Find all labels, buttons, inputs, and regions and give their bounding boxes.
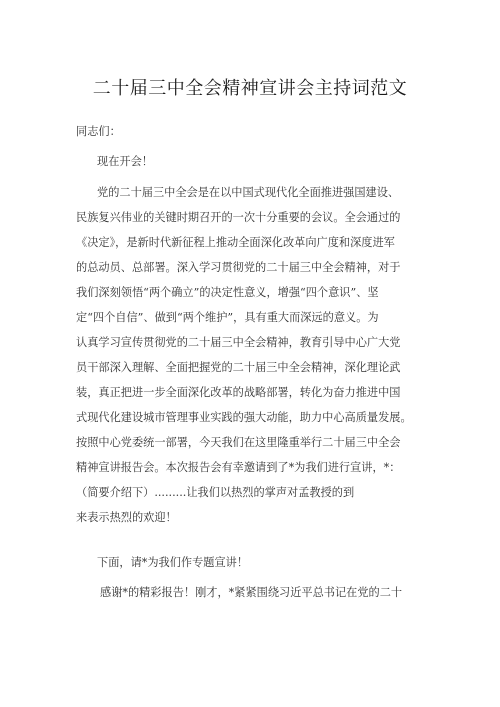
next-speaker-line: 下面，请*为我们作专题宣讲！ — [97, 556, 249, 569]
paragraph-line: 精神宣讲报告会。本次报告会有幸邀请到了*为我们进行宣讲，*： — [76, 461, 401, 474]
paragraph-line: 认真学习宣传贯彻党的二十届三中全会精神，教育引导中心广大党 — [76, 336, 401, 349]
paragraph-line: 《决定》，是新时代新征程上推动全面深化改革向广度和深度进军 — [76, 236, 395, 249]
paragraph-line: 按照中心党委统一部署，今天我们在这里隆重举行二十届三中全会 — [76, 436, 401, 449]
paragraph-line: 定“四个自信”、做到“两个维护”，具有重大而深远的意义。为 — [76, 311, 379, 324]
paragraph-line: 装，真正把进一步全面深化改革的战略部署，转化为奋力推进中国 — [76, 386, 401, 399]
paragraph-line: （简要介绍下）.........让我们以热烈的掌声对孟教授的到 — [76, 486, 355, 499]
document-title: 二十届三中全会精神宣讲会主持词范文 — [92, 78, 408, 99]
paragraph-line: 我们深刻领悟“两个确立”的决定性意义，增强“四个意识”、坚 — [76, 286, 379, 299]
paragraph-line: 的总动员、总部署。深入学习贯彻党的二十届三中全会精神，对于 — [76, 261, 401, 274]
paragraph-line: 党的二十届三中全会是在以中国式现代化全面推进强国建设、 — [97, 186, 400, 199]
thanks-line: 感谢*的精彩报告！刚才，*紧紧围绕习近平总书记在党的二十 — [100, 586, 403, 599]
salutation: 同志们： — [76, 125, 121, 138]
paragraph-line: 员干部深入理解、全面把握党的二十届三中全会精神，深化理论武 — [76, 361, 401, 374]
paragraph-line: 民族复兴伟业的关键时期召开的一次十分重要的会议。全会通过的 — [76, 211, 401, 224]
paragraph-line: 式现代化建设城市管理事业实践的强大动能，助力中心高质量发展。 — [76, 411, 412, 424]
paragraph-line: 来表示热烈的欢迎！ — [76, 511, 177, 524]
opening-line: 现在开会！ — [97, 155, 153, 168]
